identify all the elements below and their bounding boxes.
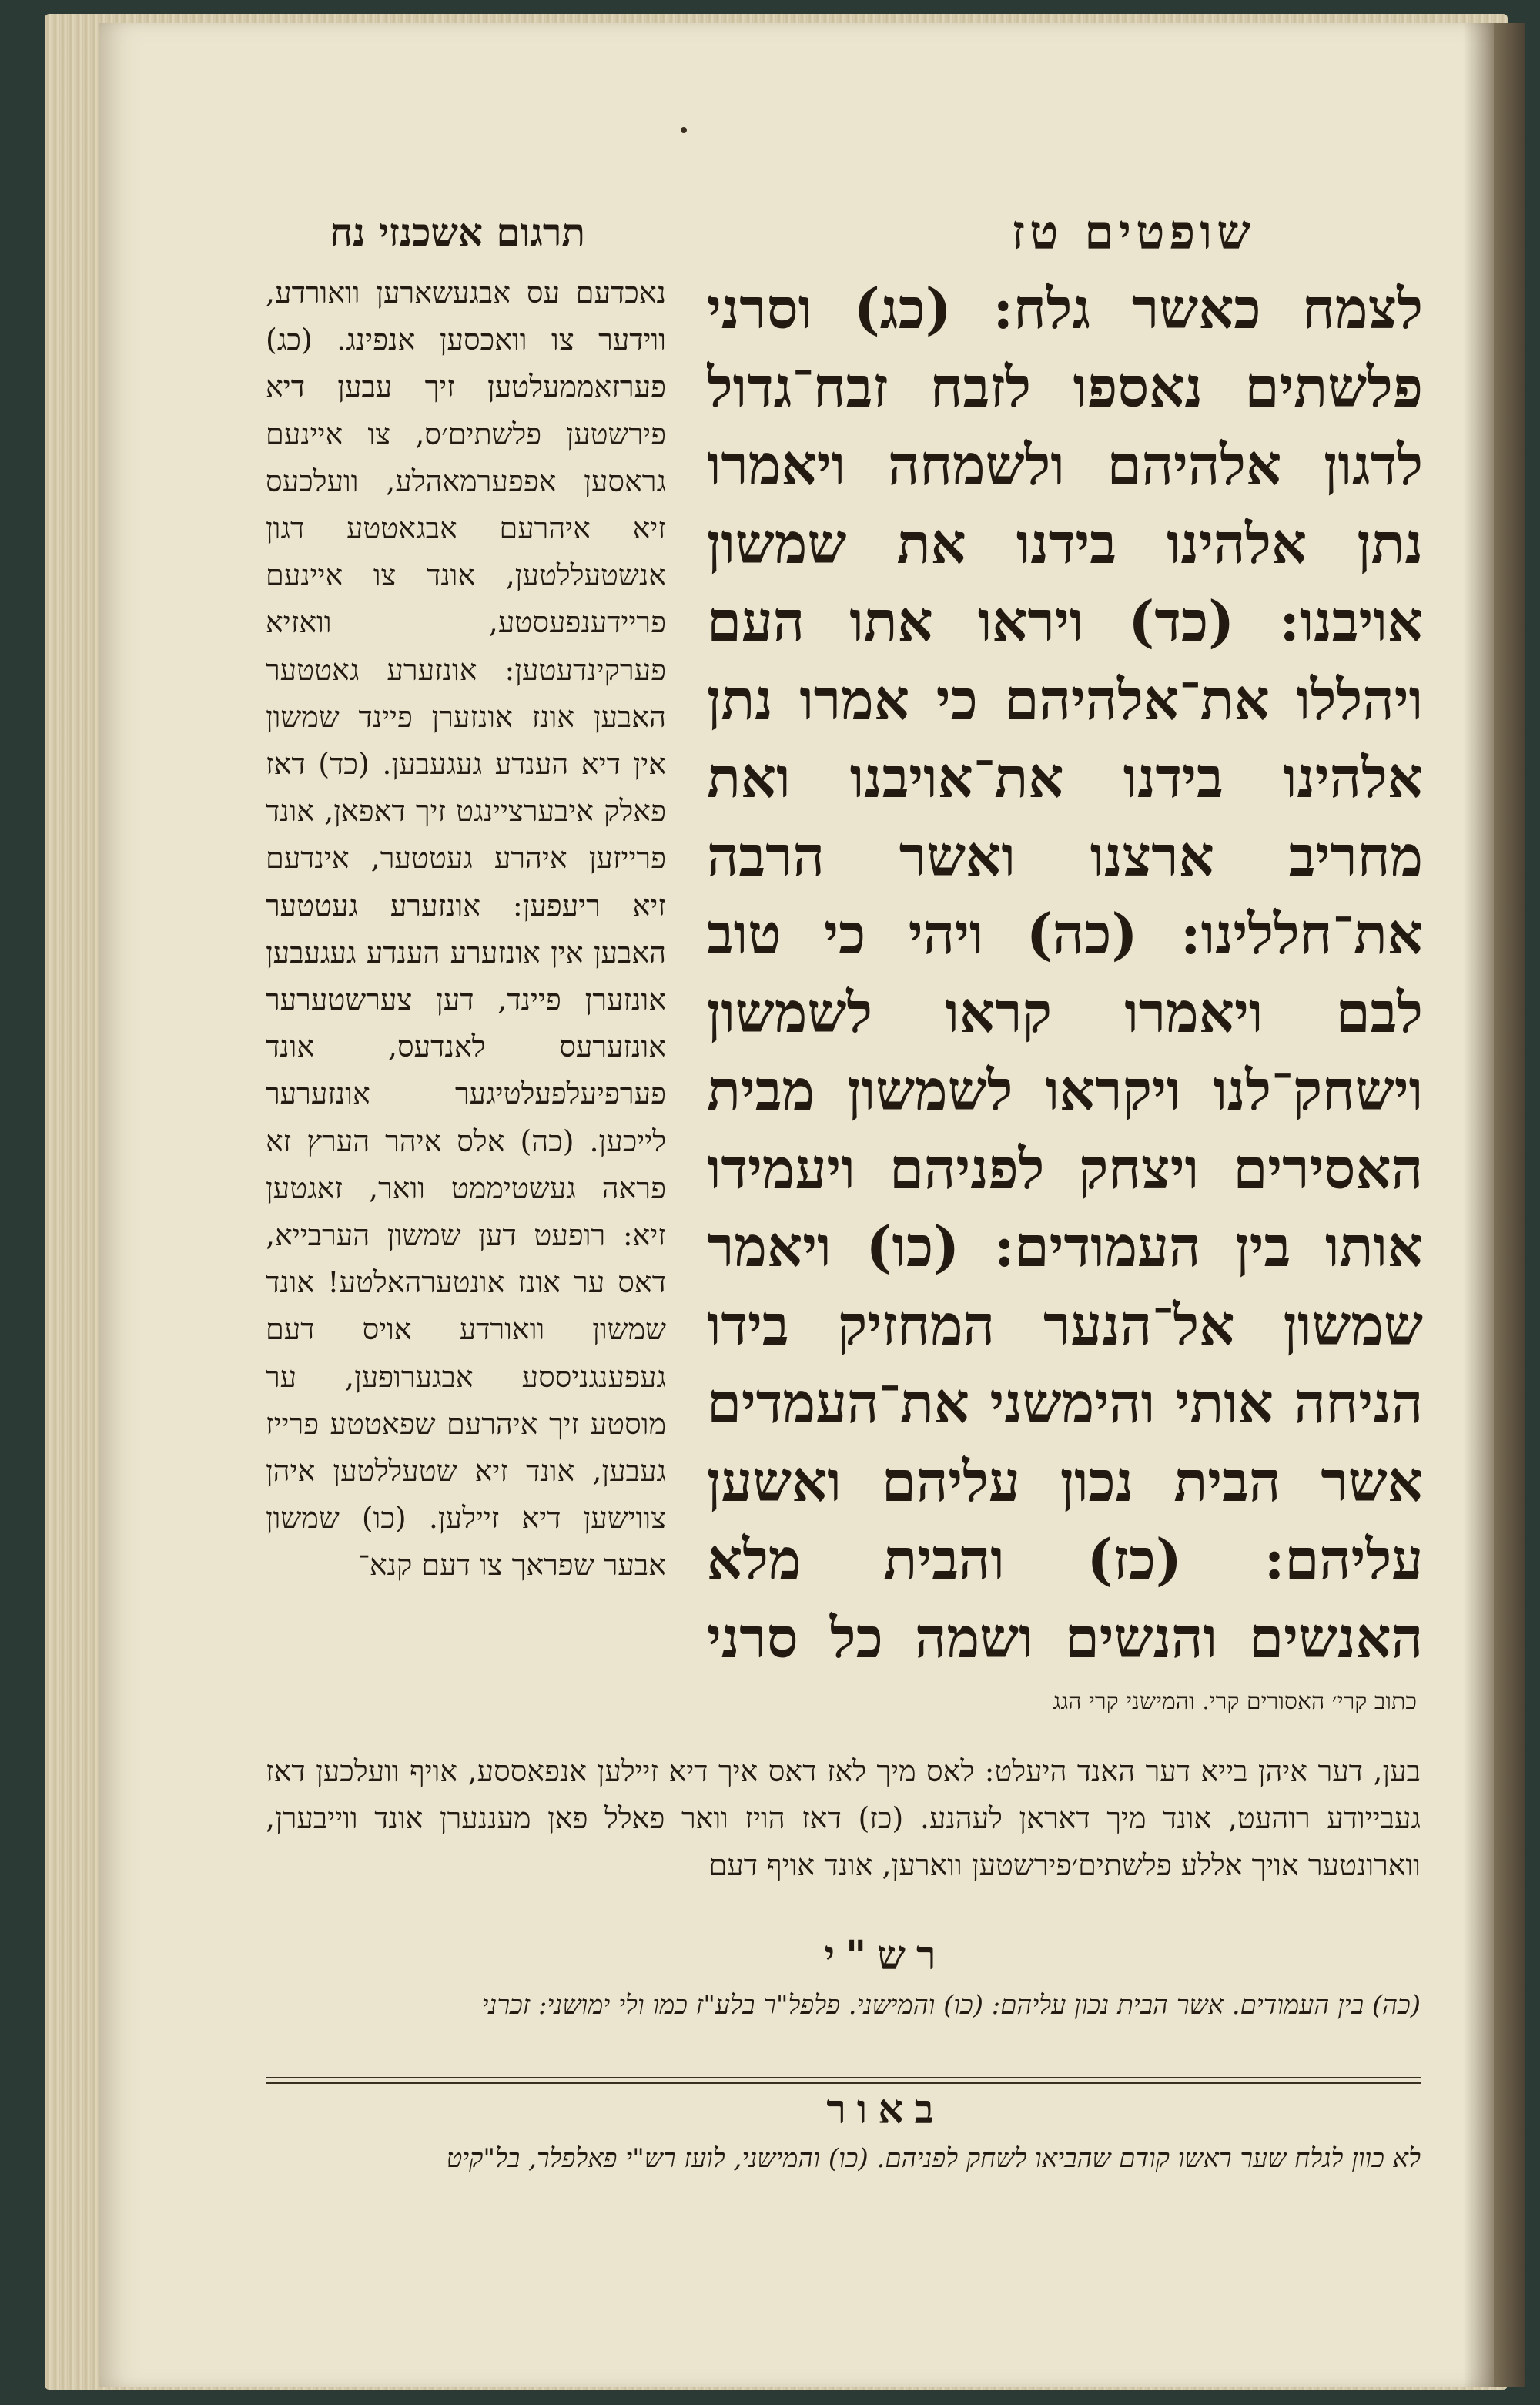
biur-heading: באור [826,2086,945,2133]
running-header-text: שופטים טז [1011,204,1255,260]
rashi-commentary: (כה) בין העמודים. אשר הבית נכון עליהם: (כו) והמישני. פלפל"ר בלע"ז כמו ולי ימושני: זכרני [481,1990,1421,2021]
gutter-shadow [1463,23,1494,2387]
book-spine-strip [1494,23,1525,2387]
ink-dot [681,127,687,133]
hebrew-main-text: לצמח כאשר גלח: (כג) וסרני פלשתים נאספו לזבח זבח־גדול לדגון אלהיהם ולשמחה ויאמרו נתן אלהינו בידנו את שמשון אויבנו: (כד) ויראו אתו העם ויהללו את־אלהיהם כי אמרו נתן אלהינו בידנו את־אויבנו ואת מחריב ארצנו ואשר הרבה את־חללינו: (כה) ויהי כי טוב לבם ויאמרו קראו לשמשון וישחק־לנו ויקראו לשמשון מבית האסירים ויצחק לפניהם ויעמידו אותו בין העמודים: (כו) ויאמר שמשון אל־הנער המחזיק בידו הניחה אותי והימשני את־העמדים אשר הבית נכון עליהם ואשען עליהם: (כז) והבית מלא האנשים והנשים ושמה כל סרני [707,276,1423,1670]
targum-column: נאכדעם עס אבגעשארען וואורדע, ווידער צו וואכסען אנפינג. (כג) פערזאממעלטען זיך עבען דיא פירשטען פלשתים׳ס, צו איינעם גראסען אפפערמאהלע, וועלכעס זיא איהרעם אבגאטטע דגון אנשטעללטען, אונד צו איינעם פריידענפעסטע, וואזיא פערקינדעטען: אונזערע גאטטער האבען אונז אונזערן פיינד שמשון אין דיא הענדע געגעבען. (כד) דאז פאלק איבערציינגט זיך דאפאן, אונד פרייזען איהרע געטטער, אינדעם זיא ריעפען: אונזערע געטטער האבען אין אונזערע הענדע געגעבען אונזערן פיינד, דען צערשטערער אונזערעס לאנדעס, אונד פערפיעלפעלטיגער אונזערער לייכען. (כה) אלס איהר הערץ זא פראה געשטיממט וואר, זאגטען זיא: רופעט דען שמשון הערבייא, דאס ער אונז אונטערהאלטע! אונד שמשון וואורדע אויס דעם געפענגניססע אבגערופען, ער מוסטע זיך איהרעם שפאטטע פרייז געבען, אונד זיא שטעללטען איהן צווישען דיא זיילען. (כו) שמשון אבער שפראך צו דעם קנא־ [266,276,666,1583]
ketiv-kri-note: כתוב קרי׳ האסורים קרי. והמישני קרי הגג [1053,1688,1417,1715]
running-header-targum: תרגום אשכנזי נח [330,209,585,255]
rashi-heading: רש"י [824,1932,947,1979]
biur-commentary: לא כוון לגלח שער ראשו קודם שהביאו לשחק לפניהם. (כו) והמישני, לועז רש"י פאלפלר, בל"קיט [446,2143,1421,2174]
targum-continuation: בען, דער איהן בייא דער האנד היעלט: לאס מיך לאז דאס איך דיא זיילען אנפאססע, אויף וועלכען דאז געבייודע רוהעט, אונד מיך דאראן לעהנע. (כז) דאז הויז וואר פאלל פאן מעננערן אונד ווייבערן, ווארונטער אויך אללע פלשתים׳פירשטען ווארען, אונד אויף דעם [266,1754,1421,1882]
